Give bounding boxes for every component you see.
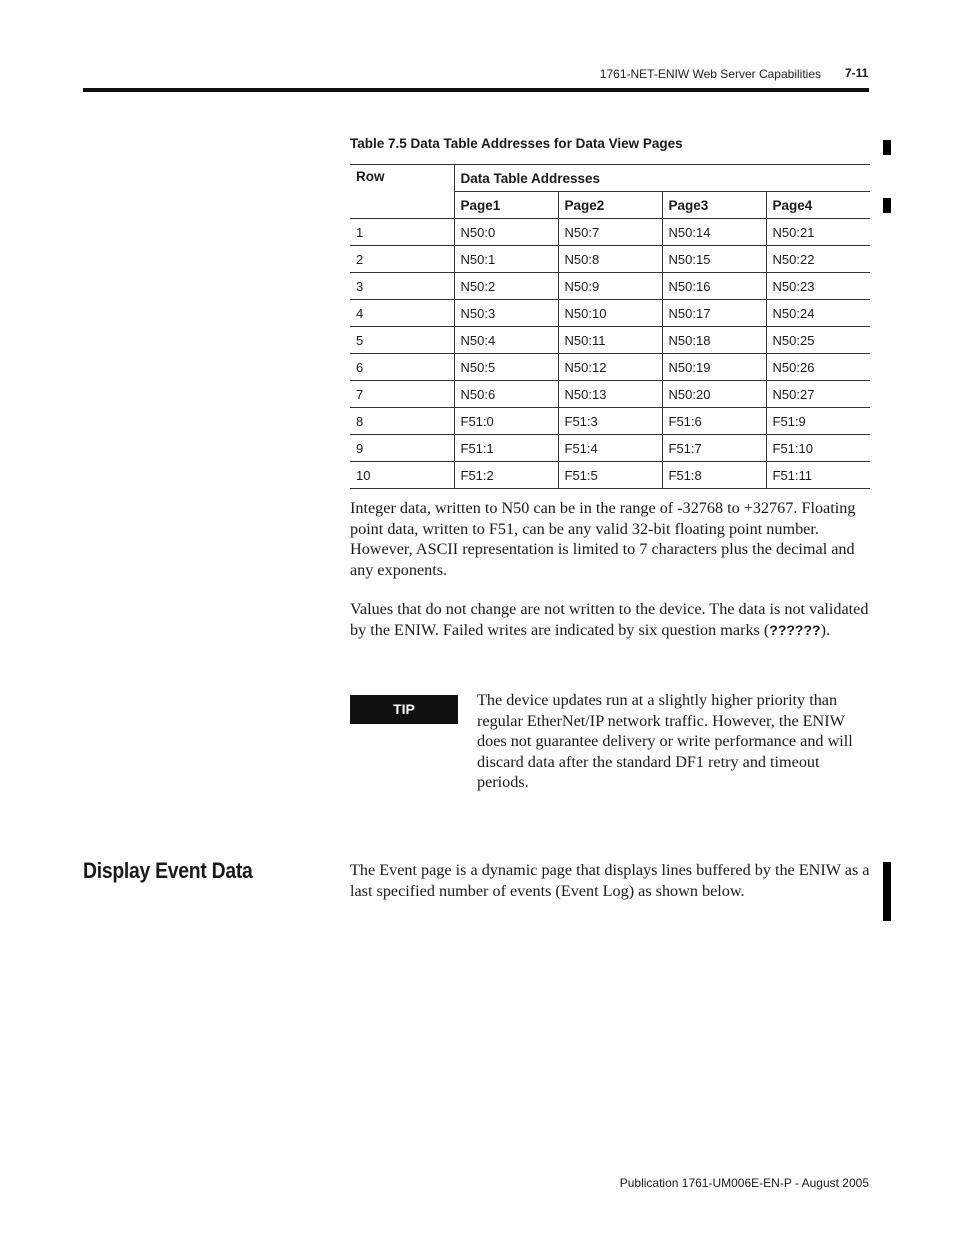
page-number: 7-11	[845, 66, 869, 80]
address-cell: F51:0	[454, 408, 558, 435]
address-cell: N50:9	[558, 273, 662, 300]
address-cell: N50:26	[766, 354, 870, 381]
row-number-cell: 1	[356, 224, 364, 240]
table-row	[350, 435, 870, 462]
address-cell: F51:9	[766, 408, 870, 435]
change-bar	[883, 140, 891, 155]
table-caption: Table 7.5 Data Table Addresses for Data View Pages	[350, 136, 683, 151]
column-header-page4: Page4	[766, 192, 870, 219]
address-cell: N50:5	[454, 354, 558, 381]
address-cell: N50:15	[662, 246, 766, 273]
address-cell: F51:2	[454, 462, 558, 489]
address-cell: N50:7	[558, 219, 662, 246]
address-cell: N50:1	[454, 246, 558, 273]
question-marks: ??????	[769, 621, 821, 638]
table-row	[350, 462, 870, 489]
group-column-header: Data Table Addresses	[454, 165, 870, 192]
address-cell: N50:6	[454, 381, 558, 408]
address-cell: F51:6	[662, 408, 766, 435]
address-cell: N50:19	[662, 354, 766, 381]
address-cell: F51:1	[454, 435, 558, 462]
row-number-cell: 8	[356, 413, 364, 429]
address-cell: N50:25	[766, 327, 870, 354]
paragraph-text: Values that do not change are not written to the device. The data is not validated by the ENIW. Failed writes are indicated by six question marks (	[350, 600, 869, 639]
row-number-cell: 9	[356, 440, 364, 456]
paragraph-failed-writes	[350, 599, 870, 640]
row-number-cell: 5	[356, 332, 364, 348]
table-row	[350, 300, 870, 327]
table-row	[350, 354, 870, 381]
address-cell: F51:10	[766, 435, 870, 462]
running-header: 1761-NET-ENIW Web Server Capabilities	[599, 67, 821, 81]
address-cell: N50:12	[558, 354, 662, 381]
address-cell: N50:10	[558, 300, 662, 327]
table-row	[350, 219, 870, 246]
address-cell: N50:22	[766, 246, 870, 273]
row-number-cell: 6	[356, 359, 364, 375]
address-cell: N50:18	[662, 327, 766, 354]
address-cell: N50:3	[454, 300, 558, 327]
table-row	[350, 327, 870, 354]
data-table-addresses	[350, 164, 870, 489]
row-number-cell: 4	[356, 305, 364, 321]
change-bar	[883, 862, 891, 921]
row-number-cell: 10	[356, 467, 371, 483]
row-number-cell: 3	[356, 278, 364, 294]
address-cell: N50:21	[766, 219, 870, 246]
column-header-page3: Page3	[662, 192, 766, 219]
column-header-page1: Page1	[454, 192, 558, 219]
address-cell: F51:3	[558, 408, 662, 435]
address-cell: F51:11	[766, 462, 870, 489]
table-row	[350, 246, 870, 273]
address-cell: N50:24	[766, 300, 870, 327]
address-cell: N50:8	[558, 246, 662, 273]
address-cell: N50:0	[454, 219, 558, 246]
address-cell: F51:4	[558, 435, 662, 462]
row-number-cell: 2	[356, 251, 364, 267]
paragraph-data-ranges: Integer data, written to N50 can be in the range of -32768 to +32767. Floating point data, written to F51, can be any valid 32-bit floating point number. However, ASCII representation is limited to 7 characters plus the decimal and any exponents.	[350, 499, 856, 579]
address-cell: N50:14	[662, 219, 766, 246]
publication-footer: Publication 1761-UM006E-EN-P - August 2005	[619, 1176, 869, 1190]
address-cell: F51:7	[662, 435, 766, 462]
table-row	[350, 408, 870, 435]
address-cell: N50:27	[766, 381, 870, 408]
section-title: Display Event Data	[83, 858, 253, 883]
address-cell: N50:4	[454, 327, 558, 354]
address-cell: F51:5	[558, 462, 662, 489]
address-cell: N50:13	[558, 381, 662, 408]
address-cell: N50:17	[662, 300, 766, 327]
table-row	[350, 381, 870, 408]
column-header-page2: Page2	[558, 192, 662, 219]
address-cell: N50:23	[766, 273, 870, 300]
row-column-header: Row	[356, 169, 385, 184]
header-rule	[83, 88, 869, 92]
address-cell: N50:2	[454, 273, 558, 300]
address-cell: N50:20	[662, 381, 766, 408]
paragraph-text: ).	[820, 620, 831, 639]
tip-label: TIP	[350, 695, 458, 724]
address-cell: N50:16	[662, 273, 766, 300]
change-bar	[883, 198, 891, 213]
address-cell: F51:8	[662, 462, 766, 489]
address-cell: N50:11	[558, 327, 662, 354]
table-row	[350, 273, 870, 300]
section-intro: The Event page is a dynamic page that displays lines buffered by the ENIW as a last specified number of events (Event Log) as shown below.	[350, 861, 870, 900]
tip-text: The device updates run at a slightly higher priority than regular EtherNet/IP network traffic. However, the ENIW does not guarantee delivery or write performance and will discard data after the standard DF1 retry and timeout periods.	[477, 691, 853, 791]
row-number-cell: 7	[356, 386, 364, 402]
